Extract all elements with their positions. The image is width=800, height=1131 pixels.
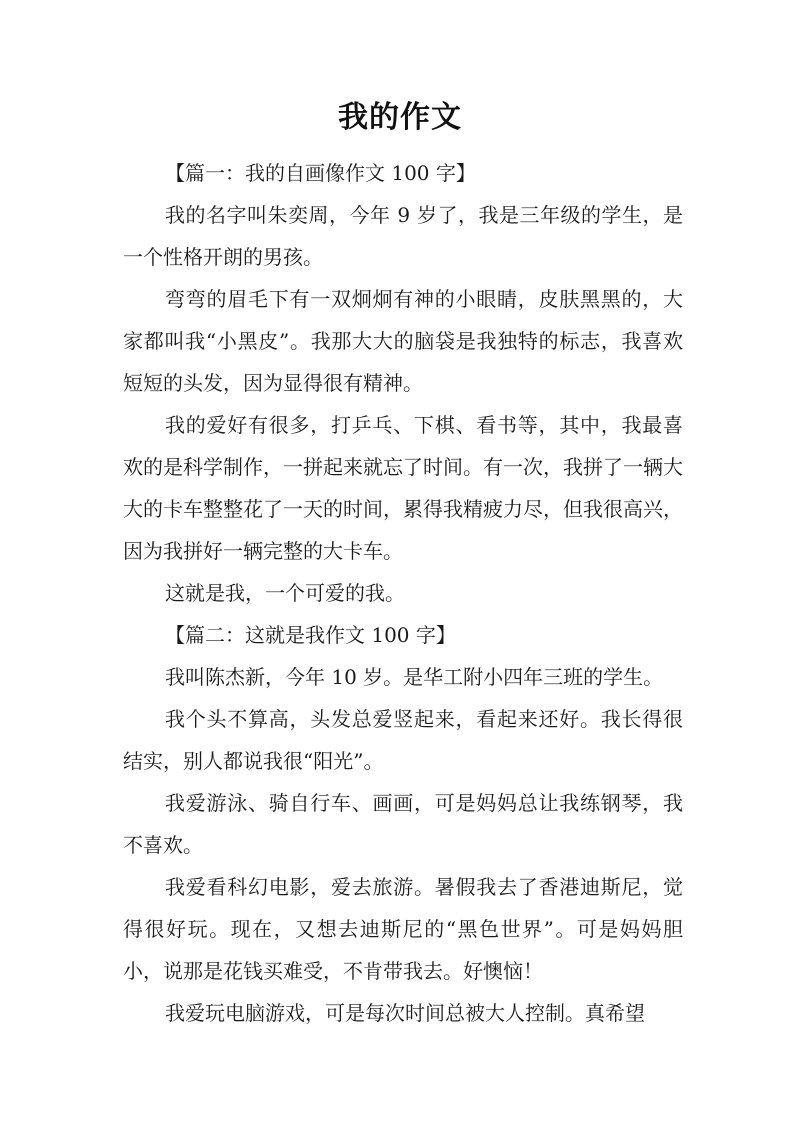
- document-title: 我的作文: [338, 100, 462, 135]
- document-body: [123, 152, 683, 1034]
- section-2-paragraph-3: 我爱游泳、骑自行车、画画，可是妈妈总让我练钢琴，我不喜欢。: [123, 791, 683, 857]
- section-2-heading: 【篇二：这就是我作文 100 字】: [165, 623, 456, 647]
- section-1-heading: 【篇一：我的自画像作文 100 字】: [165, 161, 476, 185]
- section-1-paragraph-1: 我的名字叫朱奕周，今年 9 岁了，我是三年级的学生，是一个性格开朗的男孩。: [123, 203, 683, 269]
- section-1-paragraph-3: 我的爱好有很多，打乒乓、下棋、看书等，其中，我最喜欢的是科学制作，一拼起来就忘了时间。有一次，我拼了一辆大大的卡车整整花了一天的时间，累得我精疲力尽，但我很高兴，因为我拼好一辆完整的大卡车。: [123, 413, 683, 563]
- section-2-paragraph-1: 我叫陈杰新，今年 10 岁。是华工附小四年三班的学生。: [165, 665, 664, 689]
- section-2-paragraph-2: 我个头不算高，头发总爱竖起来，看起来还好。我长得很结实，别人都说我很“阳光”。: [123, 707, 683, 773]
- section-2-paragraph-5: 我爱玩电脑游戏，可是每次时间总被大人控制。真希望: [165, 1001, 645, 1025]
- section-2-paragraph-4: 我爱看科幻电影，爱去旅游。暑假我去了香港迪斯尼，觉得很好玩。现在，又想去迪斯尼的“黑色世界”。可是妈妈胆小，说那是花钱买难受，不肯带我去。好懊恼！: [123, 875, 683, 983]
- section-1-paragraph-4: 这就是我，一个可爱的我。: [165, 581, 405, 605]
- section-1-paragraph-2: 弯弯的眉毛下有一双炯炯有神的小眼睛，皮肤黑黑的，大家都叫我“小黑皮”。我那大大的脑袋是我独特的标志，我喜欢短短的头发，因为显得很有精神。: [123, 287, 683, 395]
